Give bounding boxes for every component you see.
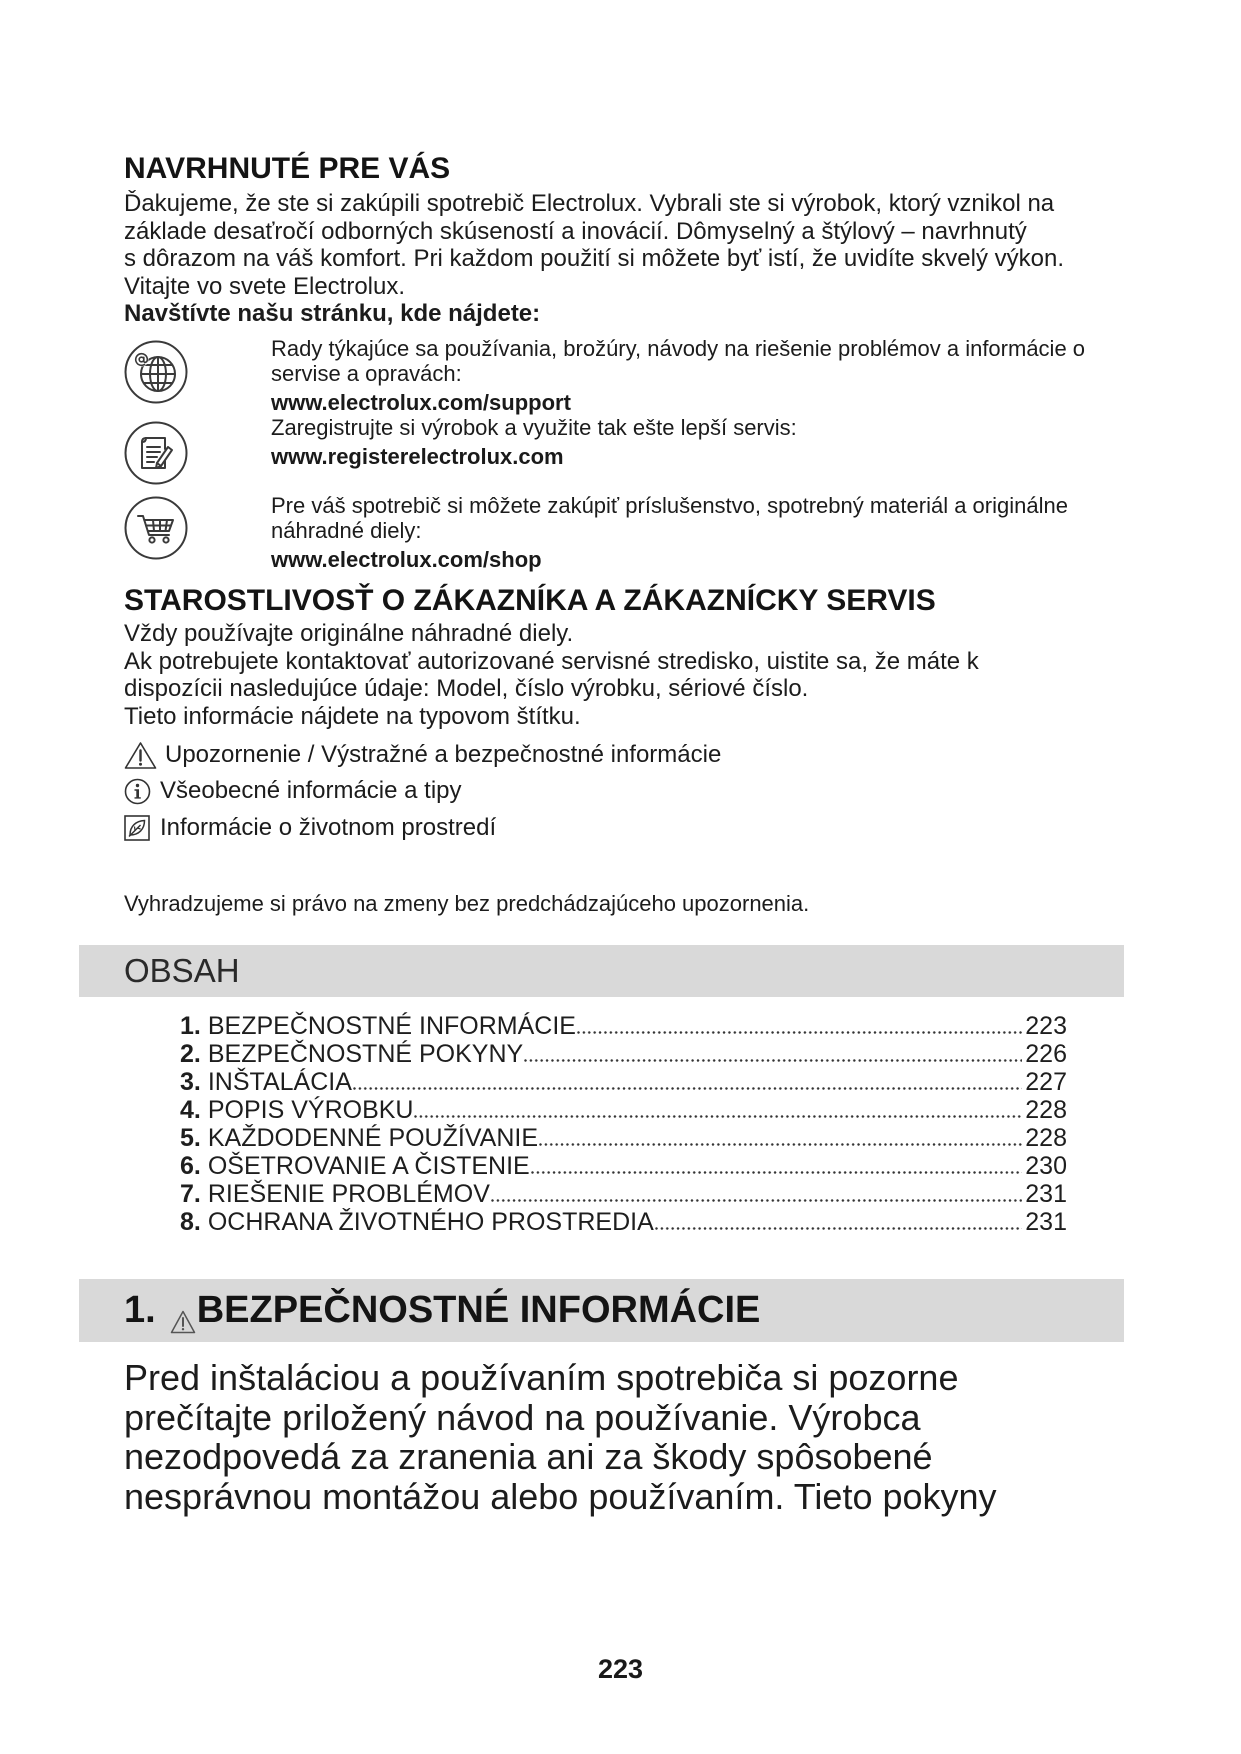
toc-dot-leader bbox=[577, 1031, 1022, 1034]
support-resource bbox=[271, 336, 1085, 415]
toc-entry-page: 230 bbox=[1025, 1152, 1067, 1180]
toc-entry-label: KAŽDODENNÉ POUŽÍVANIE bbox=[207, 1124, 538, 1152]
toc-entry-number: 4. bbox=[180, 1096, 201, 1124]
toc-entry-page: 231 bbox=[1025, 1208, 1067, 1236]
safety-line: nesprávnou montážou alebo používaním. Tieto pokyny bbox=[124, 1475, 997, 1517]
intro-line: základe desaťročí odborných skúseností a inovácií. Dômyselný a štýlový – navrhnutý bbox=[124, 217, 1027, 245]
toc-entry bbox=[180, 1152, 1067, 1180]
toc-dot-leader bbox=[524, 1059, 1022, 1062]
globe-icon bbox=[123, 339, 189, 405]
toc-entry-number: 6. bbox=[180, 1152, 201, 1180]
care-line: Tieto informácie nájdete na typovom štítku. bbox=[124, 703, 581, 731]
register-link[interactable]: www.registerelectrolux.com bbox=[271, 444, 564, 469]
page-number: 223 bbox=[597, 1654, 644, 1684]
toc-entry-number: 1. bbox=[180, 1012, 201, 1040]
toc-entry-label: INŠTALÁCIA bbox=[207, 1068, 352, 1096]
toc-entry-label: POPIS VÝROBKU bbox=[207, 1096, 414, 1124]
toc-dot-leader bbox=[531, 1171, 1023, 1174]
toc-entry-page: 228 bbox=[1025, 1124, 1067, 1152]
toc-dot-leader bbox=[491, 1199, 1022, 1202]
register-resource bbox=[271, 415, 797, 469]
toc-entry-number: 7. bbox=[180, 1180, 201, 1208]
toc-entry-number: 5. bbox=[180, 1124, 201, 1152]
toc-entry bbox=[180, 1012, 1067, 1040]
toc-entry bbox=[180, 1124, 1067, 1152]
safety-line: nezodpovedá za zranenia ani za škody spôsobené bbox=[124, 1436, 933, 1477]
contents-title: OBSAH bbox=[124, 952, 240, 989]
toc-dot-leader bbox=[655, 1227, 1023, 1230]
toc-dot-leader bbox=[353, 1087, 1022, 1090]
toc-entry-label: OCHRANA ŽIVOTNÉHO PROSTREDIA bbox=[207, 1208, 654, 1236]
care-line: Ak potrebujete kontaktovať autorizované servisné stredisko, uistite sa, že máte k bbox=[124, 647, 979, 675]
customer-care-text bbox=[124, 620, 979, 731]
toc-entry-page: 228 bbox=[1025, 1096, 1067, 1124]
toc-entry-label: RIEŠENIE PROBLÉMOV bbox=[207, 1180, 490, 1208]
visit-label: Navštívte našu stránku, kde nájdete: bbox=[124, 300, 541, 327]
safety-section-header-bar bbox=[79, 1279, 1124, 1342]
warning-icon bbox=[124, 741, 157, 770]
intro-text bbox=[124, 190, 1064, 328]
toc-entry-label: OŠETROVANIE A ČISTENIE bbox=[207, 1152, 530, 1180]
symbol-label: Všeobecné informácie a tipy bbox=[160, 777, 462, 804]
symbol-legend-info bbox=[124, 773, 462, 809]
shopping-cart-icon bbox=[123, 495, 189, 561]
toc-dot-leader bbox=[539, 1143, 1022, 1146]
symbol-label: Informácie o životnom prostredí bbox=[160, 814, 497, 841]
shop-link[interactable]: www.electrolux.com/shop bbox=[271, 546, 542, 572]
toc-entry-number: 8. bbox=[180, 1208, 201, 1236]
shop-resource bbox=[271, 493, 1068, 572]
symbol-legend-environment bbox=[124, 810, 496, 846]
care-line: Vždy používajte originálne náhradné diely. bbox=[124, 620, 574, 647]
safety-line: prečítajte priložený návod na používanie. Výrobca bbox=[124, 1396, 921, 1438]
support-link[interactable]: www.electrolux.com/support bbox=[271, 390, 571, 415]
info-icon bbox=[124, 778, 151, 805]
intro-heading: NAVRHNUTÉ PRE VÁS bbox=[124, 152, 451, 185]
section-title-text: BEZPEČNOSTNÉ INFORMÁCIE bbox=[196, 1289, 761, 1331]
care-line: dispozícii nasledujúce údaje: Model, číslo výrobku, sériové číslo. bbox=[124, 675, 809, 703]
toc-entry bbox=[180, 1208, 1067, 1236]
toc-entry-label: BEZPEČNOSTNÉ INFORMÁCIE bbox=[207, 1012, 576, 1040]
intro-line: s dôrazom na váš komfort. Pri každom použití si môžete byť istí, že uvidíte skvelý výkon. bbox=[124, 245, 1065, 272]
contents-header-bar bbox=[79, 945, 1124, 997]
resource-text: Rady týkajúce sa používania, brožúry, návody na riešenie problémov a informácie o bbox=[271, 336, 1086, 361]
safety-line: Pred inštaláciou a používaním spotrebiča si pozorne bbox=[124, 1357, 959, 1398]
toc-entry-page: 227 bbox=[1025, 1068, 1067, 1096]
toc-entry bbox=[180, 1096, 1067, 1124]
table-of-contents bbox=[180, 1012, 1067, 1236]
toc-entry-page: 226 bbox=[1025, 1040, 1067, 1068]
resource-text: Pre váš spotrebič si môžete zakúpiť príslušenstvo, spotrebný materiál a originálne bbox=[271, 492, 1068, 518]
safety-section-title bbox=[124, 1279, 760, 1342]
toc-entry-number: 3. bbox=[180, 1068, 201, 1096]
intro-line: Ďakujeme, že ste si zakúpili spotrebič Electrolux. Vybrali ste si výrobok, ktorý vznikol na bbox=[124, 190, 1055, 217]
toc-entry-number: 2. bbox=[180, 1040, 201, 1068]
notepad-icon bbox=[123, 420, 189, 486]
resource-text: Zaregistrujte si výrobok a využite tak ešte lepší servis: bbox=[271, 415, 797, 440]
toc-entry bbox=[180, 1180, 1067, 1208]
resource-text: servise a opravách: bbox=[271, 361, 462, 386]
leaf-icon bbox=[124, 815, 150, 841]
symbol-label: Upozornenie / Výstražné a bezpečnostné informácie bbox=[165, 741, 722, 768]
resource-text: náhradné diely: bbox=[271, 517, 422, 543]
toc-entry bbox=[180, 1040, 1067, 1068]
section-number: 1. bbox=[124, 1289, 156, 1331]
toc-entry-label: BEZPEČNOSTNÉ POKYNY bbox=[207, 1040, 524, 1068]
safety-intro-paragraph bbox=[124, 1358, 997, 1516]
intro-line: Vitajte vo svete Electrolux. bbox=[124, 272, 406, 300]
toc-dot-leader bbox=[414, 1115, 1022, 1118]
toc-entry-page: 231 bbox=[1025, 1180, 1067, 1208]
symbol-legend-warning bbox=[124, 737, 721, 773]
toc-entry-page: 223 bbox=[1025, 1012, 1067, 1040]
warning-icon bbox=[170, 1301, 196, 1325]
toc-entry bbox=[180, 1068, 1067, 1096]
disclaimer-text: Vyhradzujeme si právo na zmeny bez predchádzajúceho upozornenia. bbox=[124, 891, 810, 916]
customer-care-heading: STAROSTLIVOSŤ O ZÁKAZNÍKA A ZÁKAZNÍCKY SERVIS bbox=[124, 584, 936, 617]
